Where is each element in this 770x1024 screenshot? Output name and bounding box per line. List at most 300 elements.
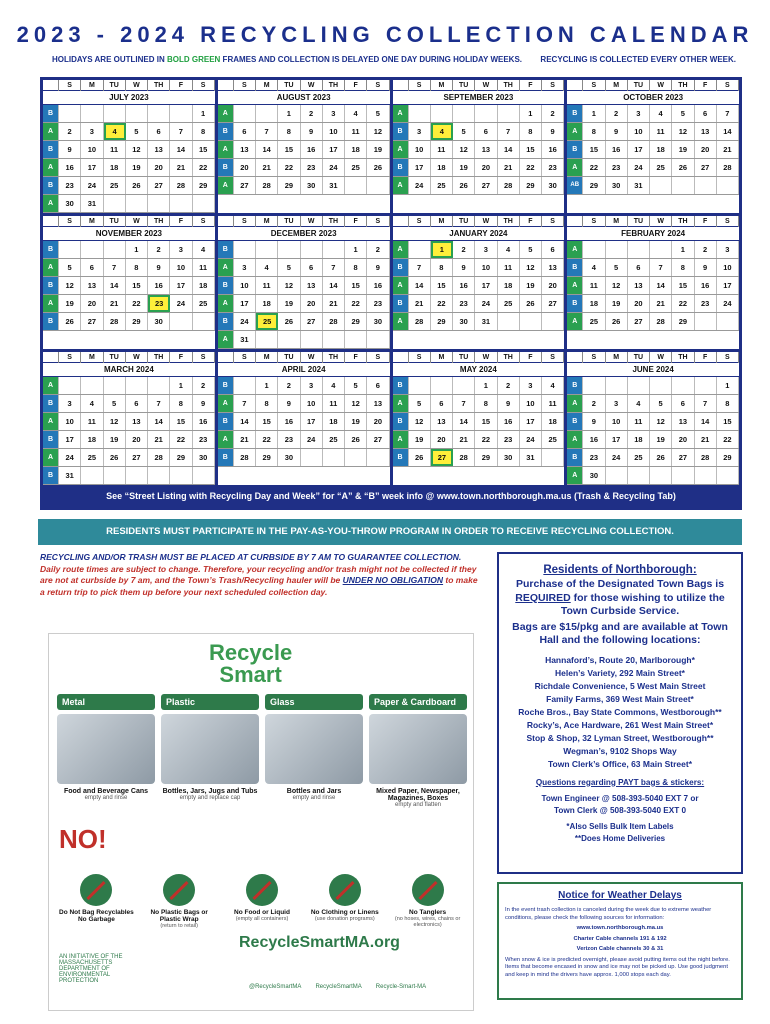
day-cell xyxy=(148,467,170,484)
day-cell: 19 xyxy=(520,277,542,294)
week-row xyxy=(567,159,739,177)
day-cell: 8 xyxy=(193,123,215,140)
day-cell: 16 xyxy=(606,141,628,158)
day-cell: 16 xyxy=(59,159,81,176)
day-cell: 23 xyxy=(367,295,389,312)
day-header: F xyxy=(695,352,717,363)
day-header: TH xyxy=(672,216,694,227)
day-cell xyxy=(650,377,672,394)
day-cell: 22 xyxy=(520,159,542,176)
location-item: Rocky’s, Ace Hardware, 261 West Main Street* xyxy=(526,719,714,730)
week-row xyxy=(218,395,390,413)
day-cell: 2 xyxy=(367,241,389,258)
week-row xyxy=(43,177,215,195)
day-cell: 3 xyxy=(59,395,81,412)
day-cell: 3 xyxy=(323,105,345,122)
day-cell: 23 xyxy=(301,159,323,176)
day-cell: 20 xyxy=(367,413,389,430)
day-cell: 23 xyxy=(498,431,520,448)
day-cell xyxy=(81,377,103,394)
week-letter: A xyxy=(218,395,234,412)
day-cell: 5 xyxy=(367,105,389,122)
day-cell: 10 xyxy=(301,395,323,412)
day-header: W xyxy=(650,216,672,227)
day-cell: 13 xyxy=(672,413,694,430)
week-letter: B xyxy=(43,105,59,122)
week-row xyxy=(43,377,215,395)
week-letter: A xyxy=(43,295,59,312)
day-cell xyxy=(453,377,475,394)
day-cell: 7 xyxy=(148,395,170,412)
week-row xyxy=(567,241,739,259)
day-cell: 18 xyxy=(583,295,605,312)
day-cell: 21 xyxy=(234,431,256,448)
week-letter-header xyxy=(218,216,234,227)
day-cell xyxy=(628,377,650,394)
month-title: APRIL 2024 xyxy=(218,363,390,377)
day-cell: 7 xyxy=(717,105,739,122)
day-header: TU xyxy=(628,216,650,227)
day-header: S xyxy=(409,352,431,363)
day-header: TH xyxy=(672,80,694,91)
day-cell: 11 xyxy=(498,259,520,276)
day-cell xyxy=(170,195,192,212)
month-title: NOVEMBER 2023 xyxy=(43,227,215,241)
day-cell: 11 xyxy=(542,395,564,412)
day-cell: 3 xyxy=(301,377,323,394)
week-letter: B xyxy=(218,313,234,330)
day-cell: 9 xyxy=(193,395,215,412)
location-item: Richdale Convenience, 5 West Main Street xyxy=(534,680,706,691)
not-accepted-item xyxy=(140,874,219,929)
day-cell: 19 xyxy=(650,431,672,448)
week-letter: A xyxy=(43,123,59,140)
day-cell: 31 xyxy=(323,177,345,194)
day-cell xyxy=(148,105,170,122)
day-cell xyxy=(672,467,694,484)
week-row xyxy=(43,241,215,259)
category-card xyxy=(369,694,467,808)
week-letter: B xyxy=(567,377,583,394)
month-block xyxy=(218,352,390,485)
day-cell: 2 xyxy=(583,395,605,412)
day-cell: 6 xyxy=(431,395,453,412)
street-listing-note: See “Street Listing with Recycling Day and Week” for “A” & “B” week info @ www.town.northborough.ma.us (Trash & Recycling Tab) xyxy=(43,483,739,509)
day-header: S xyxy=(193,80,215,91)
day-cell: 2 xyxy=(59,123,81,140)
day-cell xyxy=(583,241,605,258)
recyclesmart-logo: Recycle Smart xyxy=(209,640,293,687)
day-cell: 26 xyxy=(453,177,475,194)
week-letter: B xyxy=(43,177,59,194)
day-cell xyxy=(345,449,367,466)
day-cell: 19 xyxy=(672,141,694,158)
day-cell xyxy=(301,449,323,466)
day-cell: 15 xyxy=(672,277,694,294)
day-cell xyxy=(126,105,148,122)
day-cell: 25 xyxy=(498,295,520,312)
bag-price: Bags are $15/pkg and are available at Town Hall and the following locations: xyxy=(512,620,728,646)
day-header: S xyxy=(367,352,389,363)
day-header: M xyxy=(81,80,103,91)
day-cell: 18 xyxy=(256,295,278,312)
month-block xyxy=(393,216,565,349)
frequency-note: RECYCLING IS COLLECTED EVERY OTHER WEEK. xyxy=(540,55,736,64)
week-row xyxy=(567,259,739,277)
day-cell: 30 xyxy=(148,313,170,330)
day-cell xyxy=(59,377,81,394)
day-cell: 6 xyxy=(367,377,389,394)
day-cell: 5 xyxy=(345,377,367,394)
day-cell: 25 xyxy=(345,159,367,176)
month-title: SEPTEMBER 2023 xyxy=(393,91,565,105)
week-row xyxy=(218,295,390,313)
day-header: S xyxy=(234,80,256,91)
week-letter: A xyxy=(218,295,234,312)
day-cell: 9 xyxy=(695,259,717,276)
day-cell: 5 xyxy=(278,259,300,276)
day-cell: 28 xyxy=(234,449,256,466)
day-header: S xyxy=(234,352,256,363)
day-header: M xyxy=(256,216,278,227)
day-header: S xyxy=(59,352,81,363)
day-header: F xyxy=(695,80,717,91)
day-cell: 5 xyxy=(126,123,148,140)
day-cell: 2 xyxy=(695,241,717,258)
week-letter: B xyxy=(43,395,59,412)
day-cell: 9 xyxy=(498,395,520,412)
day-cell: 26 xyxy=(409,449,431,466)
week-letter: B xyxy=(43,467,59,484)
day-cell: 15 xyxy=(256,413,278,430)
week-letter: A xyxy=(43,449,59,466)
week-letter-header xyxy=(393,216,409,227)
day-header-row xyxy=(218,216,390,227)
day-cell xyxy=(650,467,672,484)
week-letter: AB xyxy=(567,177,583,194)
day-cell: 24 xyxy=(59,449,81,466)
day-cell: 17 xyxy=(520,413,542,430)
day-cell xyxy=(278,241,300,258)
day-cell: 15 xyxy=(126,277,148,294)
day-cell: 24 xyxy=(475,295,497,312)
day-header-row xyxy=(393,352,565,363)
week-letter: B xyxy=(567,259,583,276)
day-cell: 17 xyxy=(606,431,628,448)
day-cell: 3 xyxy=(409,123,431,140)
day-header: S xyxy=(717,80,739,91)
day-cell: 1 xyxy=(345,241,367,258)
day-cell: 26 xyxy=(345,431,367,448)
day-cell: 30 xyxy=(542,177,564,194)
not-accepted-note: (return to retail) xyxy=(160,923,198,929)
day-cell: 9 xyxy=(583,413,605,430)
day-cell: 28 xyxy=(170,177,192,194)
week-letter: B xyxy=(567,141,583,158)
week-letter: A xyxy=(218,331,234,348)
category-heading: Plastic xyxy=(161,694,259,710)
week-row xyxy=(393,295,565,313)
week-letter: B xyxy=(393,123,409,140)
day-cell xyxy=(606,241,628,258)
week-row xyxy=(218,159,390,177)
day-cell xyxy=(409,377,431,394)
day-cell: 23 xyxy=(606,159,628,176)
day-cell: 2 xyxy=(498,377,520,394)
day-cell: 8 xyxy=(475,395,497,412)
day-cell: 27 xyxy=(148,177,170,194)
not-accepted-label: Do Not Bag Recyclables No Garbage xyxy=(59,909,134,923)
week-letter: A xyxy=(43,259,59,276)
day-cell: 23 xyxy=(695,295,717,312)
day-cell: 12 xyxy=(672,123,694,140)
day-cell: 18 xyxy=(542,413,564,430)
day-header: S xyxy=(542,216,564,227)
day-cell xyxy=(278,331,300,348)
week-row xyxy=(218,241,390,259)
day-header: TU xyxy=(453,216,475,227)
day-cell: 9 xyxy=(606,123,628,140)
week-row xyxy=(43,413,215,431)
holiday-cell: 1 xyxy=(431,241,453,258)
week-letter-header xyxy=(218,352,234,363)
day-header: F xyxy=(170,216,192,227)
day-cell: 7 xyxy=(234,395,256,412)
week-row xyxy=(567,395,739,413)
week-letter: B xyxy=(43,313,59,330)
day-cell: 28 xyxy=(409,313,431,330)
day-cell: 22 xyxy=(717,431,739,448)
holiday-cell: 23 xyxy=(148,295,170,312)
category-note: empty and replace cap xyxy=(179,795,241,801)
day-header: TU xyxy=(104,80,126,91)
day-cell: 4 xyxy=(628,395,650,412)
day-cell: 20 xyxy=(475,159,497,176)
day-cell xyxy=(170,313,192,330)
recyclesmart-url: RecycleSmartMA.org xyxy=(239,934,400,951)
day-cell: 25 xyxy=(583,313,605,330)
day-header: F xyxy=(520,216,542,227)
day-cell: 10 xyxy=(81,141,103,158)
day-cell: 22 xyxy=(193,159,215,176)
day-cell: 7 xyxy=(104,259,126,276)
day-cell xyxy=(498,313,520,330)
week-row xyxy=(218,431,390,449)
day-cell: 9 xyxy=(453,259,475,276)
day-cell: 13 xyxy=(431,413,453,430)
day-cell: 23 xyxy=(542,159,564,176)
day-cell: 22 xyxy=(345,295,367,312)
not-accepted-label: No Plastic Bags or Plastic Wrap xyxy=(150,909,208,923)
day-cell: 2 xyxy=(278,377,300,394)
day-cell: 16 xyxy=(193,413,215,430)
day-cell: 10 xyxy=(717,259,739,276)
day-cell: 6 xyxy=(81,259,103,276)
day-header: TH xyxy=(148,80,170,91)
day-cell: 5 xyxy=(104,395,126,412)
day-cell: 17 xyxy=(81,159,103,176)
day-cell: 21 xyxy=(148,431,170,448)
month-title: MAY 2024 xyxy=(393,363,565,377)
day-cell: 13 xyxy=(542,259,564,276)
day-cell: 19 xyxy=(278,295,300,312)
location-notes: *Also Sells Bulk Item Labels **Does Home Deliveries xyxy=(566,821,674,843)
day-cell: 27 xyxy=(672,449,694,466)
day-cell xyxy=(628,467,650,484)
day-cell xyxy=(431,377,453,394)
day-header: F xyxy=(170,80,192,91)
month-block xyxy=(393,352,565,485)
day-cell: 12 xyxy=(59,277,81,294)
day-cell: 21 xyxy=(409,295,431,312)
day-cell: 10 xyxy=(409,141,431,158)
day-header: F xyxy=(345,80,367,91)
town-website: www.town.northborough.ma.us xyxy=(576,925,664,931)
day-cell xyxy=(170,105,192,122)
day-header: S xyxy=(717,352,739,363)
week-row xyxy=(567,277,739,295)
week-row xyxy=(43,195,215,213)
week-row xyxy=(43,105,215,123)
day-cell: 27 xyxy=(81,313,103,330)
day-cell: 14 xyxy=(323,277,345,294)
week-letter: A xyxy=(567,159,583,176)
day-header: TU xyxy=(628,80,650,91)
day-cell: 10 xyxy=(520,395,542,412)
day-header: S xyxy=(59,216,81,227)
day-header: W xyxy=(126,216,148,227)
day-cell: 3 xyxy=(475,241,497,258)
day-cell xyxy=(256,331,278,348)
day-cell: 16 xyxy=(148,277,170,294)
snow-advice: When snow & ice is predicted overnight, please avoid putting items out the night before. Items that become encased in snow and ice may not be picked up. Use good judgment and keep in mind the drivers have approx. 1,000 stops each day. xyxy=(505,956,730,978)
day-header: W xyxy=(301,352,323,363)
week-letter: B xyxy=(218,277,234,294)
week-row xyxy=(43,123,215,141)
day-cell: 10 xyxy=(628,123,650,140)
prohibited-icon xyxy=(80,874,112,906)
payt-questions: Questions regarding PAYT bags & stickers: Town Engineer @ 508-393-5040 EXT 7 or Town Clerk @ 508-393-5040 EXT 0 xyxy=(535,777,705,815)
day-cell xyxy=(81,105,103,122)
day-cell: 25 xyxy=(542,431,564,448)
day-header: M xyxy=(256,80,278,91)
day-cell: 18 xyxy=(104,159,126,176)
day-cell: 12 xyxy=(278,277,300,294)
day-header: M xyxy=(81,216,103,227)
holiday-cell: 25 xyxy=(256,313,278,330)
day-cell: 3 xyxy=(717,241,739,258)
day-cell: 2 xyxy=(606,105,628,122)
week-row xyxy=(393,431,565,449)
category-card xyxy=(265,694,363,808)
day-header: M xyxy=(256,352,278,363)
day-header: W xyxy=(126,352,148,363)
day-cell xyxy=(126,377,148,394)
week-letter: B xyxy=(218,413,234,430)
day-cell: 15 xyxy=(278,141,300,158)
week-letter: A xyxy=(218,259,234,276)
week-row xyxy=(567,431,739,449)
day-cell: 13 xyxy=(695,123,717,140)
day-cell: 15 xyxy=(345,277,367,294)
day-cell: 24 xyxy=(717,295,739,312)
day-cell: 7 xyxy=(409,259,431,276)
week-letter-header xyxy=(43,80,59,91)
day-cell: 10 xyxy=(323,123,345,140)
day-cell xyxy=(81,467,103,484)
day-cell: 23 xyxy=(453,295,475,312)
day-cell xyxy=(148,377,170,394)
day-cell: 13 xyxy=(81,277,103,294)
week-letter: A xyxy=(218,141,234,158)
day-cell: 20 xyxy=(672,431,694,448)
day-cell: 29 xyxy=(193,177,215,194)
day-cell: 2 xyxy=(193,377,215,394)
day-cell: 25 xyxy=(323,431,345,448)
day-cell: 31 xyxy=(628,177,650,194)
day-header: TU xyxy=(278,352,300,363)
day-cell: 30 xyxy=(367,313,389,330)
day-cell: 29 xyxy=(475,449,497,466)
day-header: TH xyxy=(672,352,694,363)
week-letter: B xyxy=(393,295,409,312)
category-heading: Metal xyxy=(57,694,155,710)
day-cell: 1 xyxy=(475,377,497,394)
day-cell xyxy=(193,313,215,330)
not-accepted-list xyxy=(57,874,467,929)
day-cell xyxy=(193,467,215,484)
day-cell: 22 xyxy=(256,431,278,448)
day-cell: 6 xyxy=(126,395,148,412)
holiday-cell: 4 xyxy=(104,123,126,140)
day-cell: 21 xyxy=(717,141,739,158)
week-row xyxy=(218,123,390,141)
week-row xyxy=(567,123,739,141)
week-letter: A xyxy=(393,141,409,158)
day-cell xyxy=(323,241,345,258)
day-header-row xyxy=(43,352,215,363)
day-cell: 25 xyxy=(431,177,453,194)
day-cell: 1 xyxy=(256,377,278,394)
day-cell: 11 xyxy=(104,141,126,158)
day-cell: 19 xyxy=(126,159,148,176)
day-cell: 22 xyxy=(672,295,694,312)
month-block xyxy=(218,80,390,213)
week-letter: A xyxy=(218,177,234,194)
day-cell: 29 xyxy=(256,449,278,466)
day-cell xyxy=(542,313,564,330)
day-cell: 10 xyxy=(234,277,256,294)
day-cell: 4 xyxy=(256,259,278,276)
day-cell: 24 xyxy=(301,431,323,448)
day-cell: 13 xyxy=(628,277,650,294)
facebook-handle: RecycleSmartMA xyxy=(315,984,362,990)
week-letter: B xyxy=(393,413,409,430)
day-cell: 15 xyxy=(717,413,739,430)
week-letter: A xyxy=(43,195,59,212)
week-letter: A xyxy=(393,241,409,258)
day-cell: 13 xyxy=(367,395,389,412)
week-row xyxy=(43,277,215,295)
holiday-cell: 27 xyxy=(431,449,453,466)
day-header: S xyxy=(409,80,431,91)
day-cell: 16 xyxy=(453,277,475,294)
day-cell xyxy=(650,177,672,194)
week-row xyxy=(393,313,565,331)
day-cell: 18 xyxy=(650,141,672,158)
day-header-row xyxy=(567,216,739,227)
week-row xyxy=(218,105,390,123)
